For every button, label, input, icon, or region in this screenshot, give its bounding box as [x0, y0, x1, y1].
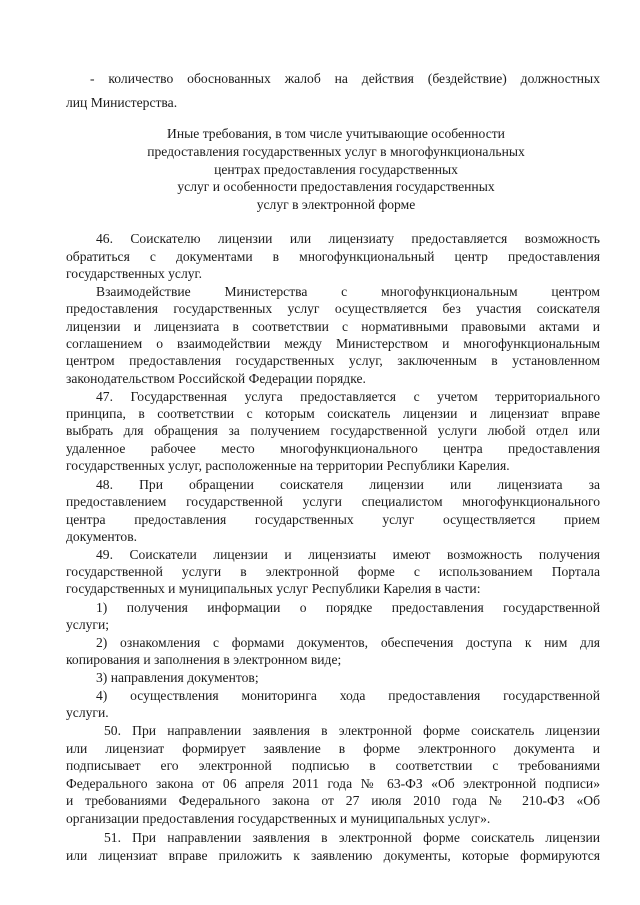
text-line: 4) осуществления мониторинга хода предоставления государственной: [96, 688, 600, 703]
text-line: организации предоставления государственных и муниципальных услуг».: [66, 811, 491, 826]
text-line: Взаимодействие Министерства с многофункциональным центром: [96, 284, 600, 299]
text-line: и требованиями Федерального закона от 27 июля 2010 года № 210-ФЗ «Об: [66, 793, 600, 808]
text-line: копирования и заполнения в электронном виде;: [66, 652, 342, 667]
text-line: документов.: [66, 529, 138, 544]
text-line: 49. Соискатели лицензии и лицензиаты имеют возможность получения: [96, 547, 600, 562]
text-line: 2) ознакомления с формами документов, обеспечения доступа к ним для: [96, 635, 600, 650]
text-line: государственной услуги в электронной форме с использованием Портала: [66, 564, 600, 579]
text-line: Федерального закона от 06 апреля 2011 года № 63-ФЗ «Об электронной подписи»: [66, 776, 600, 791]
text-line: услуги.: [66, 705, 109, 720]
text-line: услуг и особенности предоставления государственных: [177, 179, 495, 194]
text-line: государственных услуг.: [66, 266, 202, 281]
text-line: центрах предоставления государственных: [214, 162, 458, 177]
text-line: услуг в электронной форме: [256, 197, 416, 212]
text-line: обратиться с документами в многофункциональный центр предоставления: [66, 249, 600, 264]
text-line: удаленное рабочее место многофункционального центра предоставления: [66, 441, 600, 456]
text-line: принципа, в соответствии с которым соискатель лицензии и лицензиат вправе: [66, 406, 600, 421]
text-line: предоставления государственных услуг осуществляется без участия соискателя: [66, 301, 600, 316]
text-line: 3) направления документов;: [96, 670, 259, 685]
text-line: предоставлением государственной услуги специалистом многофункционального: [66, 494, 600, 509]
text-line: центром предоставления государственных услуг, заключенным в установленном: [66, 353, 600, 368]
text-line: - количество обоснованных жалоб на действия (бездействие) должностных: [90, 71, 600, 86]
text-line: 48. При обращении соискателя лицензии или лицензиата за: [96, 477, 600, 492]
text-line: 46. Соискателю лицензии или лицензиату предоставляется возможность: [96, 231, 600, 246]
text-line: законодательством Российской Федерации порядке.: [66, 371, 366, 386]
text-line: предоставления государственных услуг в многофункциональных: [147, 144, 525, 159]
text-line: или лицензиат формирует заявление в форме электронного документа и: [66, 741, 600, 756]
text-line: 1) получения информации о порядке предоставления государственной: [96, 600, 600, 615]
text-line: выбрать для обращения за получением государственной услуги любой отдел или: [66, 423, 600, 438]
text-line: 51. При направлении заявления в электронной форме соискатель лицензии: [104, 830, 600, 845]
text-line: услуги;: [66, 617, 110, 632]
text-line: лиц Министерства.: [66, 95, 178, 110]
text-line: центра предоставления государственных услуг осуществляется прием: [66, 512, 600, 527]
text-line: лицензии и лицензиата в соответствии с нормативными правовыми актами и: [66, 319, 600, 334]
text-line: государственных и муниципальных услуг Республики Карелия в части:: [66, 581, 481, 596]
text-line: государственных услуг, расположенные на территории Республики Карелия.: [66, 458, 510, 473]
text-line: 47. Государственная услуга предоставляется с учетом территориального: [96, 389, 600, 404]
text-line: Иные требования, в том числе учитывающие особенности: [167, 126, 505, 141]
text-line: соглашением о взаимодействии между Министерством и многофункциональным: [66, 336, 600, 351]
text-line: или лицензиат вправе приложить к заявлению документы, которые формируются: [66, 848, 600, 863]
text-line: подписывает его электронной подписью в соответствии с требованиями: [66, 758, 600, 773]
text-line: 50. При направлении заявления в электронной форме соискатель лицензии: [104, 723, 600, 738]
